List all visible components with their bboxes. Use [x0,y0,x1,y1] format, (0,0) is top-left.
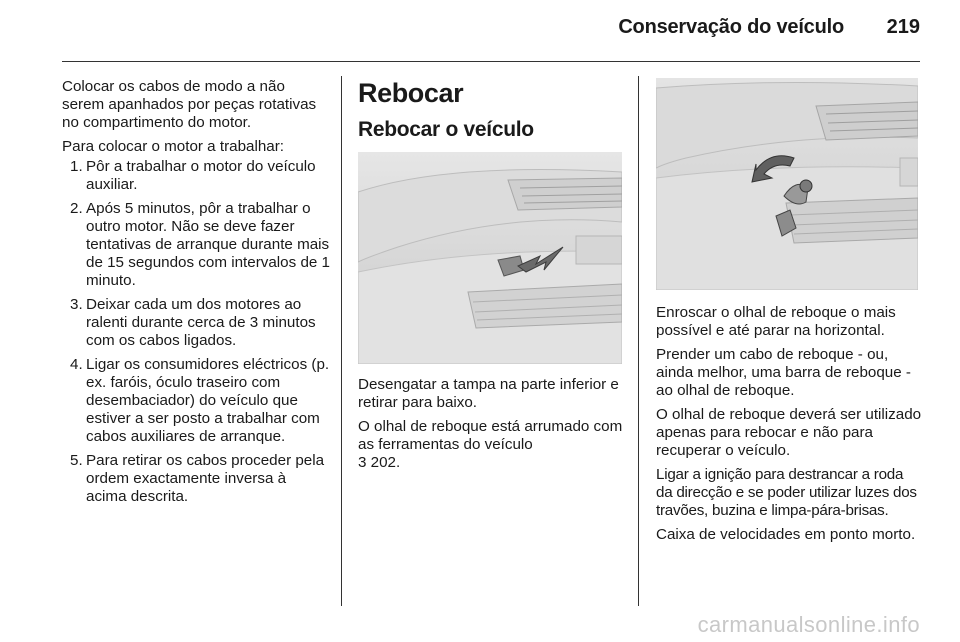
paragraph-4: Ligar a ignição para destrancar a roda da direcção e se poder utilizar luzes dos travões, buzina e limpa-pára-brisas. [656,466,917,519]
step-number: 3. [70,296,83,313]
list-item [62,296,330,350]
subsection-heading: Rebocar o veículo [358,118,534,141]
column-2 [358,78,624,478]
paragraph-2-text: O olhal de reboque está arrumado com as ferramentas do veículo [358,418,623,453]
step-text: Pôr a trabalhar o motor do veículo auxiliar. [86,158,316,193]
paragraph-2: Prender um cabo de reboque - ou, ainda melhor, uma barra de reboque - ao olhal de reboque. [656,346,911,399]
column-divider-2 [638,76,639,606]
column-3 [656,78,922,550]
step-number: 2. [70,200,83,217]
step-text: Após 5 minutos, pôr a trabalhar o outro motor. Não se deve fazer tentativas de arranque durante mais de 15 segundos com intervalos de 1 minuto. [86,200,331,289]
page-number: 219 [886,16,920,38]
paragraph-5: Caixa de velocidades em ponto morto. [656,526,916,543]
list-item [62,200,330,290]
header-divider [62,61,920,62]
step-text: Para retirar os cabos proceder pela ordem exactamente inversa à acima descrita. [86,452,325,505]
step-text: Ligar os consumidores eléctricos (p. ex. faróis, óculo traseiro com desembaciador) do veículo que estiver a ser posto a trabalhar com cabos auxiliares de arranque. [86,356,330,445]
page-reference[interactable]: 3 202. [358,454,401,471]
towing-eye-illustration [656,78,918,290]
step-number: 1. [70,158,83,175]
bumper-cover-illustration [358,152,622,364]
step-number: 4. [70,356,83,373]
list-item [62,356,330,446]
lead-paragraph: Para colocar o motor a trabalhar: [62,138,285,155]
step-text: Deixar cada um dos motores ao ralenti durante cerca de 3 minutos com os cabos ligados. [86,296,316,349]
paragraph-3: O olhal de reboque deverá ser utilizado apenas para rebocar e não para recuperar o veículo. [656,406,922,459]
steps-list [62,158,330,506]
watermark-text: carmanualsonline.info [697,612,920,637]
paragraph-1: Desengatar a tampa na parte inferior e retirar para baixo. [358,376,619,411]
page-title: Conservação do veículo [618,16,844,38]
intro-paragraph: Colocar os cabos de modo a não serem apanhados por peças rotativas no compartimento do motor. [62,78,317,131]
step-number: 5. [70,452,83,469]
section-heading: Rebocar [358,78,464,108]
column-divider-1 [341,76,342,606]
list-item [62,452,330,506]
column-1 [62,78,330,512]
list-item [62,158,330,194]
paragraph-1: Enroscar o olhal de reboque o mais possível e até parar na horizontal. [656,304,896,339]
paragraph-2 [358,418,624,454]
